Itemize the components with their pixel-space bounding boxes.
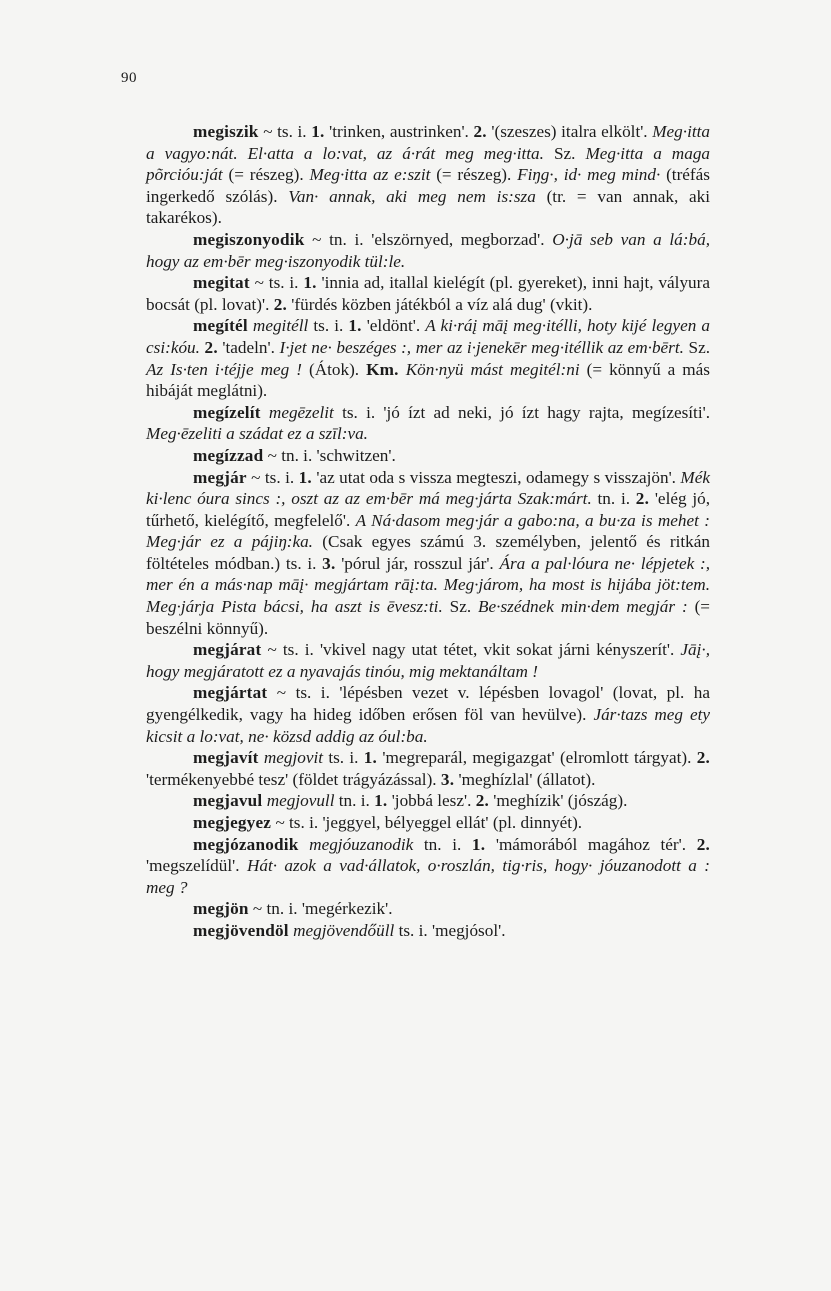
dictionary-entry bbox=[146, 790, 710, 812]
definition-text: ~ ts. i. 'jeggyel, bélyeggel ellát' (pl. dinnyét). bbox=[271, 813, 583, 832]
definition-text: 'meghízlal' (állatot). bbox=[454, 769, 596, 789]
sense-number: 3. bbox=[322, 553, 336, 573]
sense-number: 1. bbox=[471, 834, 486, 854]
definition-text: Sz. bbox=[442, 597, 479, 617]
entry-headword: megjavul bbox=[193, 791, 263, 811]
sense-number: 1. bbox=[298, 467, 312, 487]
example-text: Kön·nyü mást megitél:ni bbox=[405, 359, 580, 379]
example-text: Jár·tazs meg ety kicsit a lo:vat, ne· közsd addig az óul:ba. bbox=[146, 705, 711, 746]
example-text: megēzelit bbox=[268, 402, 334, 422]
example-text: megjovull bbox=[266, 791, 335, 811]
entry-headword: megítél bbox=[193, 316, 248, 336]
definition-text: tn. i. bbox=[413, 834, 472, 854]
entry-headword: megjavít bbox=[193, 748, 259, 768]
definition-text: (= könnyű a más hibáját meglátni). bbox=[146, 359, 710, 401]
sense-number: 1. bbox=[303, 273, 317, 293]
dictionary-entry bbox=[146, 812, 710, 834]
definition-text: (= beszélni könnyű). bbox=[146, 597, 710, 638]
definition-text: ts. i. bbox=[323, 748, 364, 768]
definition-text: (= részeg). bbox=[222, 165, 310, 185]
definition-text: 'megreparál, megigazgat' (elromlott tárgyat). bbox=[377, 748, 697, 768]
example-text: Be·szédnek min·dem megjár : bbox=[478, 597, 688, 617]
sense-number: 2. bbox=[696, 748, 710, 768]
definition-text: 'eldönt'. bbox=[361, 316, 426, 336]
example-text: megjövendőüll bbox=[293, 920, 395, 940]
example-text: Meg·itta a vagyo:nát. El·atta a lo:vat, az á·rát meg meg·itta. bbox=[146, 122, 710, 163]
definition-text: (= részeg). bbox=[430, 165, 518, 185]
sense-number: 1. bbox=[348, 316, 362, 336]
example-text: Az Is·ten i·téjje meg ! bbox=[146, 359, 302, 379]
definition-text: 'pórul jár, rosszul jár'. bbox=[335, 553, 500, 573]
entry-headword: megjövendöl bbox=[193, 920, 289, 940]
definition-text: 'termékenyebbé tesz' (földet trágyázással). bbox=[146, 769, 441, 789]
entry-headword: megitat bbox=[193, 273, 250, 293]
example-text: Ára a pal·lóura ne· lépjetek :, mer én a más·nap māį· megjártam rāį:ta. Meg·járom, ha most is hijába jöt:tem. Meg·járja Pista bácsi, ha aszt is ēvesz:ti. bbox=[146, 553, 710, 617]
example-text: Meg·ēzeliti a szádat ez a szīl:va. bbox=[146, 424, 368, 444]
definition-text: 'mámorából magához tér'. bbox=[485, 834, 697, 854]
dictionary-entry bbox=[146, 747, 710, 790]
dictionary-entry bbox=[146, 402, 710, 445]
entry-headword: megiszonyodik bbox=[193, 229, 305, 249]
sense-number: 2. bbox=[475, 791, 489, 811]
example-text: Hát· azok a vad·állatok, o·roszlán, tig·ris, hogy· jóuzanodott a : meg ? bbox=[146, 856, 710, 897]
definition-text: 'trinken, austrinken'. bbox=[324, 122, 474, 141]
dictionary-entries bbox=[146, 121, 710, 942]
dictionary-entry bbox=[146, 639, 710, 682]
definition-text: '(szeszes) italra elkölt'. bbox=[486, 122, 653, 141]
definition-text: (Csak egyes számú 3. személyben, jelentő és ritkán föltételes módban.) ts. i. bbox=[146, 532, 710, 573]
example-text: Fiŋg·, id· meg mind· bbox=[517, 165, 661, 185]
sense-number: 1. bbox=[311, 122, 325, 141]
definition-text: 'innia ad, itallal kielégít (pl. gyereket), inni hajt, vályura bocsát (pl. lovat)'. bbox=[146, 273, 710, 314]
dictionary-entry bbox=[146, 272, 710, 315]
entry-headword: megjegyez bbox=[193, 813, 272, 832]
dictionary-entry bbox=[146, 229, 710, 272]
definition-text: (Átok). bbox=[301, 359, 367, 379]
definition-text bbox=[299, 835, 310, 854]
entry-headword: megjózanodik bbox=[193, 834, 299, 854]
dictionary-entry bbox=[146, 682, 710, 747]
definition-text: 'az utat oda s vissza megteszi, odamegy s visszajön'. bbox=[311, 467, 681, 487]
definition-text: Sz. bbox=[683, 337, 711, 357]
sense-number: 3. bbox=[440, 769, 455, 789]
entry-headword: megjár bbox=[193, 467, 247, 487]
example-text: megjovit bbox=[263, 748, 324, 768]
example-text: Jāį·, hogy megjáratott ez a nyavajás tinóu, mig mektanáltam ! bbox=[146, 640, 710, 681]
dictionary-entry bbox=[146, 920, 710, 942]
example-text: O·jā seb van a lá:bá, hogy az em·bēr meg·iszonyodik tül:le. bbox=[146, 229, 710, 271]
entry-headword: megjön bbox=[193, 899, 249, 919]
definition-text: (tréfás ingerkedő szólás). bbox=[146, 165, 710, 206]
definition-text: tn. i. bbox=[591, 489, 636, 509]
definition-text: ~ tn. i. 'schwitzen'. bbox=[263, 445, 396, 465]
example-text: Van· annak, aki meg nem is:sza bbox=[288, 186, 536, 206]
sense-number: 2. bbox=[273, 294, 287, 314]
sense-number: Km. bbox=[366, 359, 399, 379]
definition-text: Sz. bbox=[543, 143, 586, 163]
definition-text: 'jobbá lesz'. bbox=[387, 791, 476, 811]
example-text: A Ná·dasom meg·jár a gabo:na, a bu·za is mehet : Meg·jár ez a pájiŋ:ka. bbox=[146, 510, 710, 552]
definition-text: ~ ts. i. bbox=[249, 273, 304, 293]
definition-text: 'elég jó, tűrhető, kielégítő, megfelelő'. bbox=[146, 489, 710, 530]
example-text: megitéll bbox=[252, 316, 309, 336]
definition-text: 'meghízik' (jószág). bbox=[489, 791, 628, 811]
sense-number: 2. bbox=[635, 489, 650, 509]
definition-text: ~ tn. i. 'elszörnyed, megborzad'. bbox=[304, 229, 553, 249]
dictionary-entry bbox=[146, 121, 710, 229]
definition-text: ~ ts. i. bbox=[246, 467, 299, 487]
definition-text: (tr. = van annak, aki takarékos). bbox=[146, 186, 710, 228]
page-number: 90 bbox=[121, 70, 137, 86]
sense-number: 2. bbox=[473, 122, 487, 141]
definition-text: ts. i. 'jó ízt ad neki, jó ízt hagy rajta, megízesíti'. bbox=[333, 402, 710, 422]
definition-text: 'fürdés közben játékból a víz alá dug' (vkit). bbox=[286, 294, 593, 314]
definition-text bbox=[261, 403, 269, 422]
definition-text: ~ ts. i. 'vkivel nagy utat tétet, vkit sokat járni kényszerít'. bbox=[261, 640, 681, 660]
definition-text bbox=[399, 360, 406, 379]
dictionary-entry bbox=[146, 445, 710, 467]
definition-text: 'tadeln'. bbox=[217, 337, 280, 357]
sense-number: 1. bbox=[363, 748, 378, 768]
example-text: A ki·ráį māį meg·itélli, hoty kijé legyen a csi:kóu. bbox=[146, 316, 711, 357]
dictionary-entry bbox=[146, 467, 710, 640]
definition-text: 'megszelídül'. bbox=[146, 856, 247, 876]
definition-text: ~ ts. i. bbox=[258, 122, 312, 141]
example-text: Meg·itta az e:szit bbox=[309, 165, 431, 185]
dictionary-entry bbox=[146, 315, 710, 401]
definition-text: ~ tn. i. 'megérkezik'. bbox=[248, 899, 393, 919]
example-text: Mék ki·lenc óura sincs :, oszt az az em·bēr má meg·járta Szak:márt. bbox=[146, 467, 710, 509]
definition-text: ts. i. bbox=[308, 316, 349, 336]
entry-headword: megízelít bbox=[193, 402, 261, 422]
dictionary-entry bbox=[146, 898, 710, 920]
example-text: I·jet ne· beszéges :, mer az i·jenekēr meg·itéllik az em·bērt. bbox=[279, 337, 684, 357]
sense-number: 1. bbox=[374, 791, 388, 811]
example-text: Meg·itta a maga põrcióu:ját bbox=[146, 143, 711, 185]
definition-text: ~ ts. i. 'lépésben vezet v. lépésben lovagol' (lovat, pl. ha gyengélkedik, vagy ha hideg időben erősen föl van hevülve). bbox=[146, 683, 710, 725]
entry-headword: megiszik bbox=[193, 122, 259, 141]
entry-headword: megízzad bbox=[193, 445, 264, 465]
dictionary-entry bbox=[146, 834, 710, 899]
sense-number: 2. bbox=[696, 834, 710, 854]
definition-text: tn. i. bbox=[334, 791, 375, 811]
entry-headword: megjárat bbox=[193, 640, 262, 660]
definition-text: ts. i. 'megjósol'. bbox=[394, 920, 506, 940]
example-text: megjóuzanodik bbox=[309, 834, 414, 854]
entry-headword: megjártat bbox=[193, 683, 268, 703]
sense-number: 2. bbox=[204, 337, 218, 357]
